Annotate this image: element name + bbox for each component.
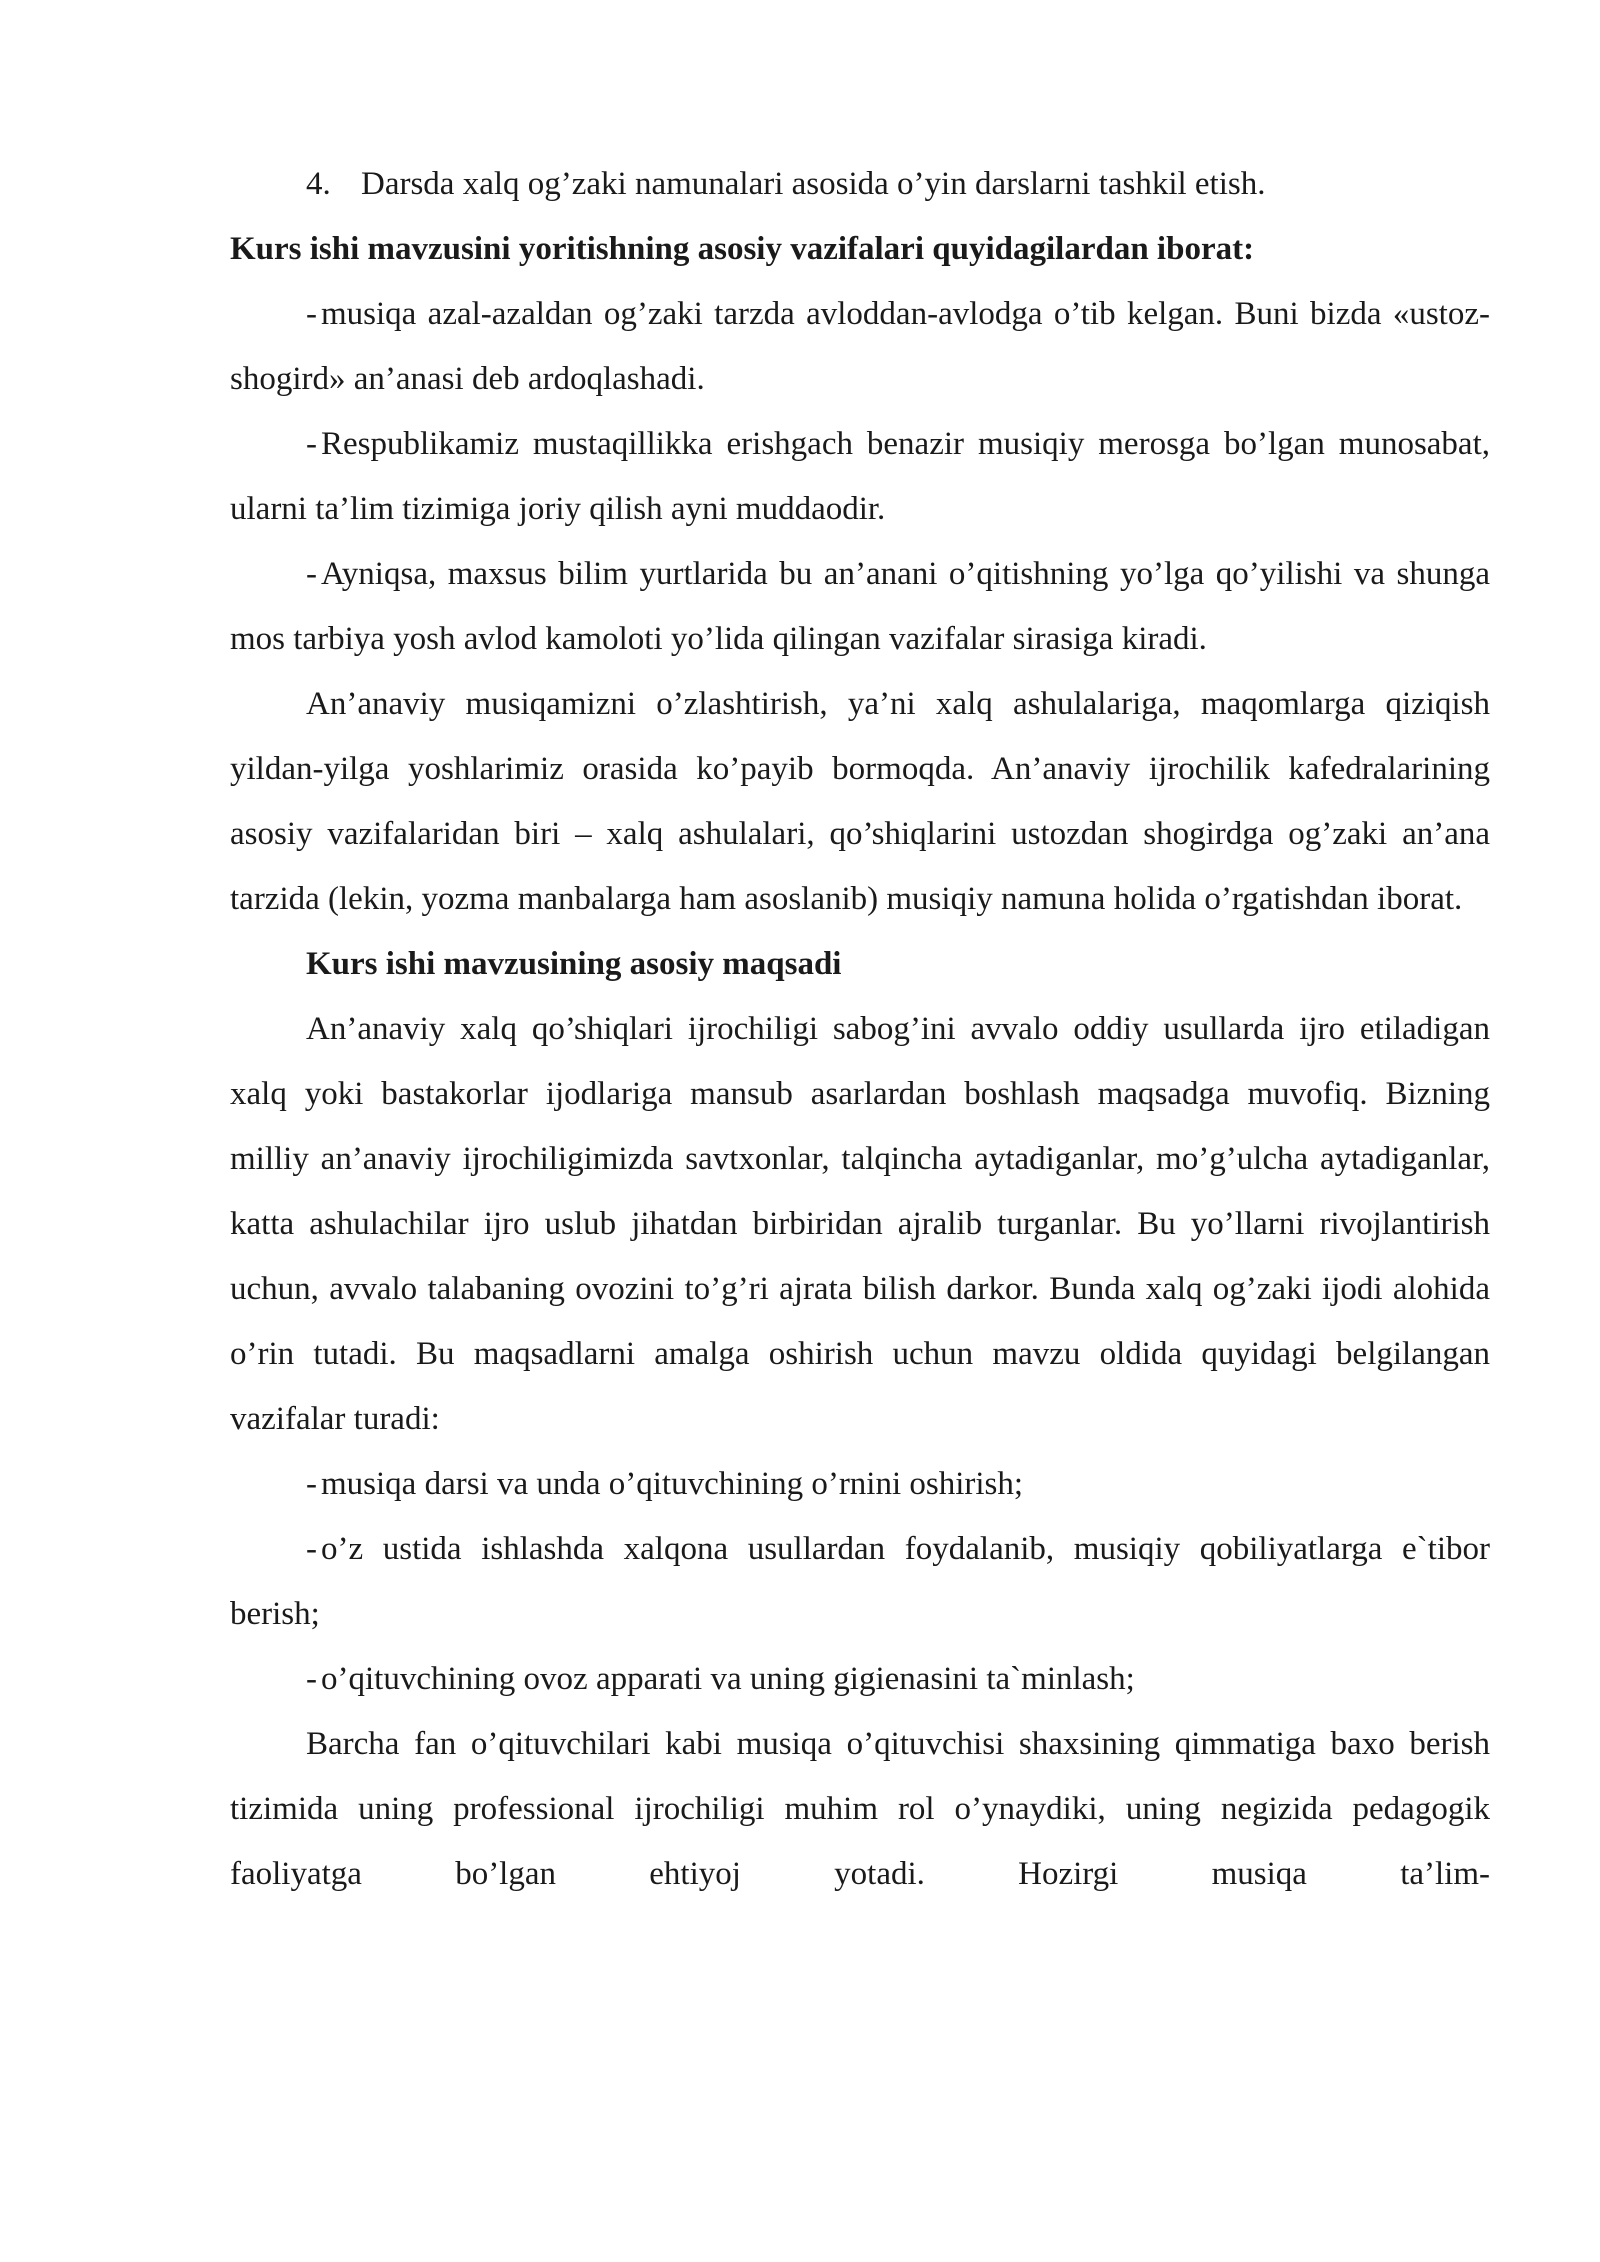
body-paragraph-1: An’anaviy musiqamizni o’zlashtirish, ya’ni xalq ashulalariga, maqomlarga qiziqish yildan-yilga yoshlarimiz orasida ko’payib bormoqda. An’anaviy ijrochilik kafedralarining asosiy vazifalaridan biri – xalq ashulalari, qo’shiqlarini ustozdan shogirdga og’zaki an’ana tarzida (lekin, yozma manbalarga ham asoslanib) musiqiy namuna holida o’rgatishdan iborat. bbox=[230, 686, 1490, 917]
task-item-1 bbox=[230, 282, 1490, 412]
goal-item-text: o’z ustida ishlashda xalqona usullardan foydalanib, musiqiy qobiliyatlarga e`tibor berish; bbox=[230, 1531, 1490, 1632]
dash-marker: - bbox=[306, 556, 317, 592]
dash-marker: - bbox=[306, 1661, 317, 1697]
dash-marker: - bbox=[306, 296, 317, 332]
goal-item-text: musiqa darsi va unda o’qituvchining o’rnini oshirish; bbox=[321, 1466, 1024, 1502]
dash-marker: - bbox=[306, 426, 317, 462]
task-item-text: musiqa azal-azaldan og’zaki tarzda avloddan-avlodga o’tib kelgan. Buni bizda «ustoz-shogird» an’anasi deb ardoqlashadi. bbox=[230, 296, 1490, 397]
item-text: Darsda xalq og’zaki namunalari asosida o’yin darslarni tashkil etish. bbox=[361, 166, 1266, 202]
goal-item-3 bbox=[230, 1647, 1490, 1712]
goal-item-2 bbox=[230, 1517, 1490, 1647]
goal-item-1 bbox=[230, 1452, 1490, 1517]
dash-marker: - bbox=[306, 1466, 317, 1502]
task-item-text: Respublikamiz mustaqillikka erishgach benazir musiqiy merosga bo’lgan munosabat, ularni ta’lim tizimiga joriy qilish ayni muddaodir. bbox=[230, 426, 1490, 527]
section-heading-goal: Kurs ishi mavzusining asosiy maqsadi bbox=[306, 946, 842, 982]
task-item-3 bbox=[230, 542, 1490, 672]
item-number: 4. bbox=[306, 166, 331, 202]
numbered-item-4 bbox=[230, 152, 1490, 217]
dash-marker: - bbox=[306, 1531, 317, 1567]
document-body bbox=[230, 152, 1490, 1907]
body-paragraph-2: An’anaviy xalq qo’shiqlari ijrochiligi sabog’ini avvalo oddiy usullarda ijro etiladigan xalq yoki bastakorlar ijodlariga mansub asarlardan boshlash maqsadga muvofiq. Bizning milliy an’anaviy ijrochiligimizda savtxonlar, talqincha aytadiganlar, mo’g’ulcha aytadiganlar, katta ashulachilar ijro uslub jihatdan birbiridan ajralib turganlar. Bu yo’llarni rivojlantirish uchun, avvalo talabaning ovozini to’g’ri ajrata bilish darkor. Bunda xalq og’zaki ijodi alohida o’rin tutadi. Bu maqsadlarni amalga oshirish uchun mavzu oldida quyidagi belgilangan vazifalar turadi: bbox=[230, 1011, 1490, 1437]
task-item-2 bbox=[230, 412, 1490, 542]
task-item-text: Ayniqsa, maxsus bilim yurtlarida bu an’anani o’qitishning yo’lga qo’yilishi va shunga mos tarbiya yosh avlod kamoloti yo’lida qilingan vazifalar sirasiga kiradi. bbox=[230, 556, 1490, 657]
body-paragraph-3: Barcha fan o’qituvchilari kabi musiqa o’qituvchisi shaxsining qimmatiga baxo berish tizimida uning professional ijrochiligi muhim rol o’ynaydiki, uning negizida pedagogik faoliyatga bo’lgan ehtiyoj yotadi. Hozirgi musiqa ta’lim- bbox=[230, 1726, 1490, 1892]
goal-item-text: o’qituvchining ovoz apparati va uning gigienasini ta`minlash; bbox=[321, 1661, 1135, 1697]
section-heading-tasks: Kurs ishi mavzusini yoritishning asosiy vazifalari quyidagilardan iborat: bbox=[230, 231, 1255, 267]
